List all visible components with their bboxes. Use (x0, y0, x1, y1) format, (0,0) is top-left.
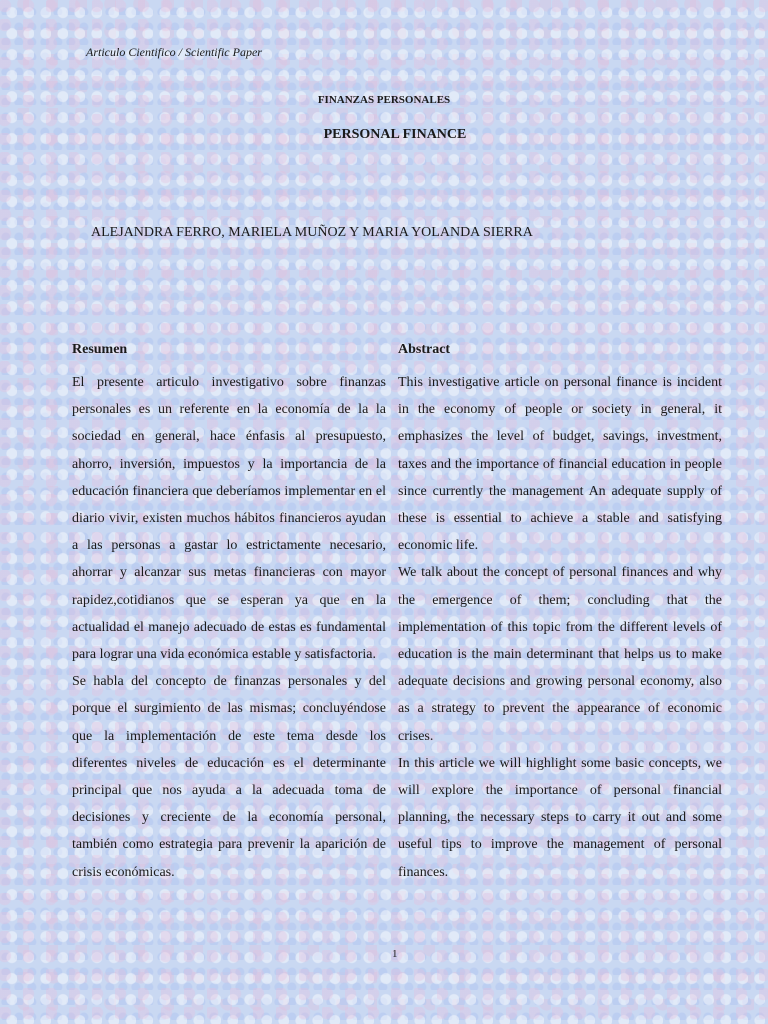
resumen-heading: Resumen (72, 342, 128, 357)
resumen-paragraph-2: Se habla del concepto de finanzas personales y del porque el surgimiento de las mismas; concluyéndose que la implementación de este tema desde los diferentes niveles de educación es el determinante principal que nos ayuda a la adecuada toma de decisiones y creciente de la economía personal, también como estrategia para prevenir la aparición de crisis económicas. (72, 674, 386, 880)
authors: ALEJANDRA FERRO, MARIELA MUÑOZ Y MARIA YOLANDA SIERRA (91, 225, 533, 240)
title-spanish: FINANZAS PERSONALES (317, 94, 451, 106)
abstract-column (398, 341, 722, 886)
abstract-paragraph-1: This investigative article on personal finance is incident in the economy of people or society in general, it emphasizes the level of budget, savings, investment, taxes and the importance of financial education in people since currently the management An adequate supply of these is essential to achieve a stable and satisfying economic life. (398, 375, 722, 554)
resumen-column (72, 341, 386, 886)
abstract-paragraph-3: In this article we will highlight some basic concepts, we will explore the importance of personal financial planning, the necessary steps to carry it out and some useful tips to improve the management of personal finances. (398, 755, 722, 880)
journal-note: Articulo Cientifico / Scientific Paper (86, 45, 262, 59)
abstract-paragraph-2: We talk about the concept of personal finances and why the emergence of them; concluding that the implementation of this topic from the different levels of education is the main determinant that helps us to make adequate decisions and growing personal economy, also as a strategy to prevent the appearance of economic crises. (398, 565, 722, 744)
page-number: 1 (392, 948, 398, 960)
title-english: PERSONAL FINANCE (323, 127, 467, 142)
abstract-heading: Abstract (398, 342, 451, 357)
resumen-paragraph-1: El presente articulo investigativo sobre finanzas personales es un referente en la economía de la la sociedad en general, hace énfasis al presupuesto, ahorro, inversión, impuestos y la importancia de la educación financiera que deberíamos implementar en el diario vivir, existen muchos hábitos financieros ayudan a las personas a gastar lo estrictamente necesario, ahorrar y alcanzar sus metas financieras con mayor rapidez,cotidianos que se esperan ya que en la actualidad el manejo adecuado de estas es fundamental para lograr una vida económica estable y satisfactoria. (72, 375, 386, 663)
